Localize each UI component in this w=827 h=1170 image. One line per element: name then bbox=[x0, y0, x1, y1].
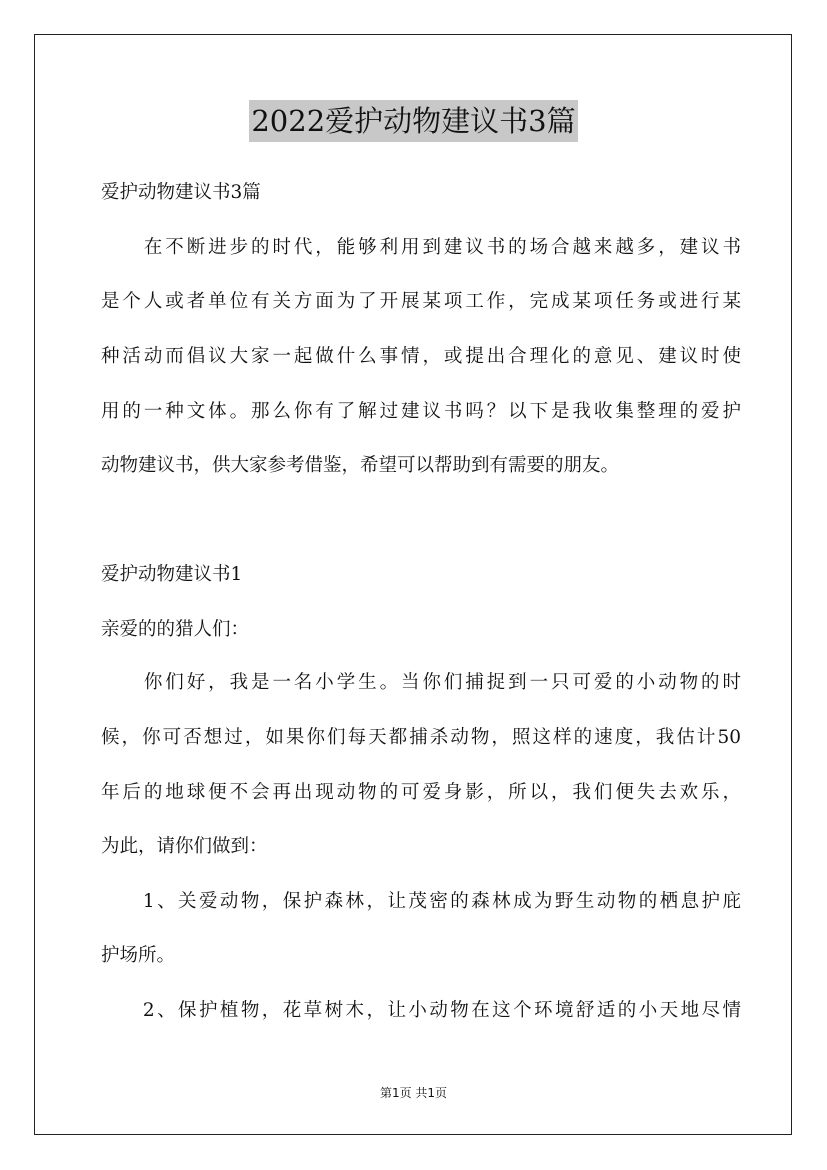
paragraph-line: 候，你可否想过，如果你们每天都捕杀动物，照这样的速度，我估计50 bbox=[101, 727, 741, 748]
list-item-line: 2、保护植物，花草树木，让小动物在这个环境舒适的小天地尽情 bbox=[101, 1000, 741, 1021]
paragraph-line: 年后的地球便不会再出现动物的可爱身影，所以，我们便失去欢乐， bbox=[101, 782, 741, 803]
paragraph-line: 你们好，我是一名小学生。当你们捕捉到一只可爱的小动物的时 bbox=[101, 672, 741, 693]
document-title: 2022爱护动物建议书3篇 bbox=[249, 100, 577, 142]
paragraph-line: 用的一种文体。那么你有了解过建议书吗？以下是我收集整理的爱护 bbox=[101, 401, 741, 422]
title-container bbox=[0, 100, 827, 142]
paragraph-line: 为此，请你们做到： bbox=[101, 836, 268, 857]
page-footer: 第1页 共1页 bbox=[379, 1086, 448, 1100]
section-heading: 爱护动物建议书1 bbox=[101, 564, 243, 585]
paragraph-line: 种活动而倡议大家一起做什么事情，或提出合理化的意见、建议时使 bbox=[101, 346, 741, 367]
list-item-line: 护场所。 bbox=[101, 945, 176, 966]
paragraph-line: 在不断进步的时代，能够利用到建议书的场合越来越多，建议书 bbox=[101, 237, 741, 258]
paragraph-line: 动物建议书，供大家参考借鉴，希望可以帮助到有需要的朋友。 bbox=[101, 455, 620, 476]
subtitle-line: 爱护动物建议书3篇 bbox=[101, 182, 261, 203]
paragraph-line: 是个人或者单位有关方面为了开展某项工作，完成某项任务或进行某 bbox=[101, 291, 741, 312]
salutation-line: 亲爱的的猎人们： bbox=[101, 619, 250, 640]
list-item-line: 1、关爱动物，保护森林，让茂密的森林成为野生动物的栖息护庇 bbox=[101, 891, 741, 912]
